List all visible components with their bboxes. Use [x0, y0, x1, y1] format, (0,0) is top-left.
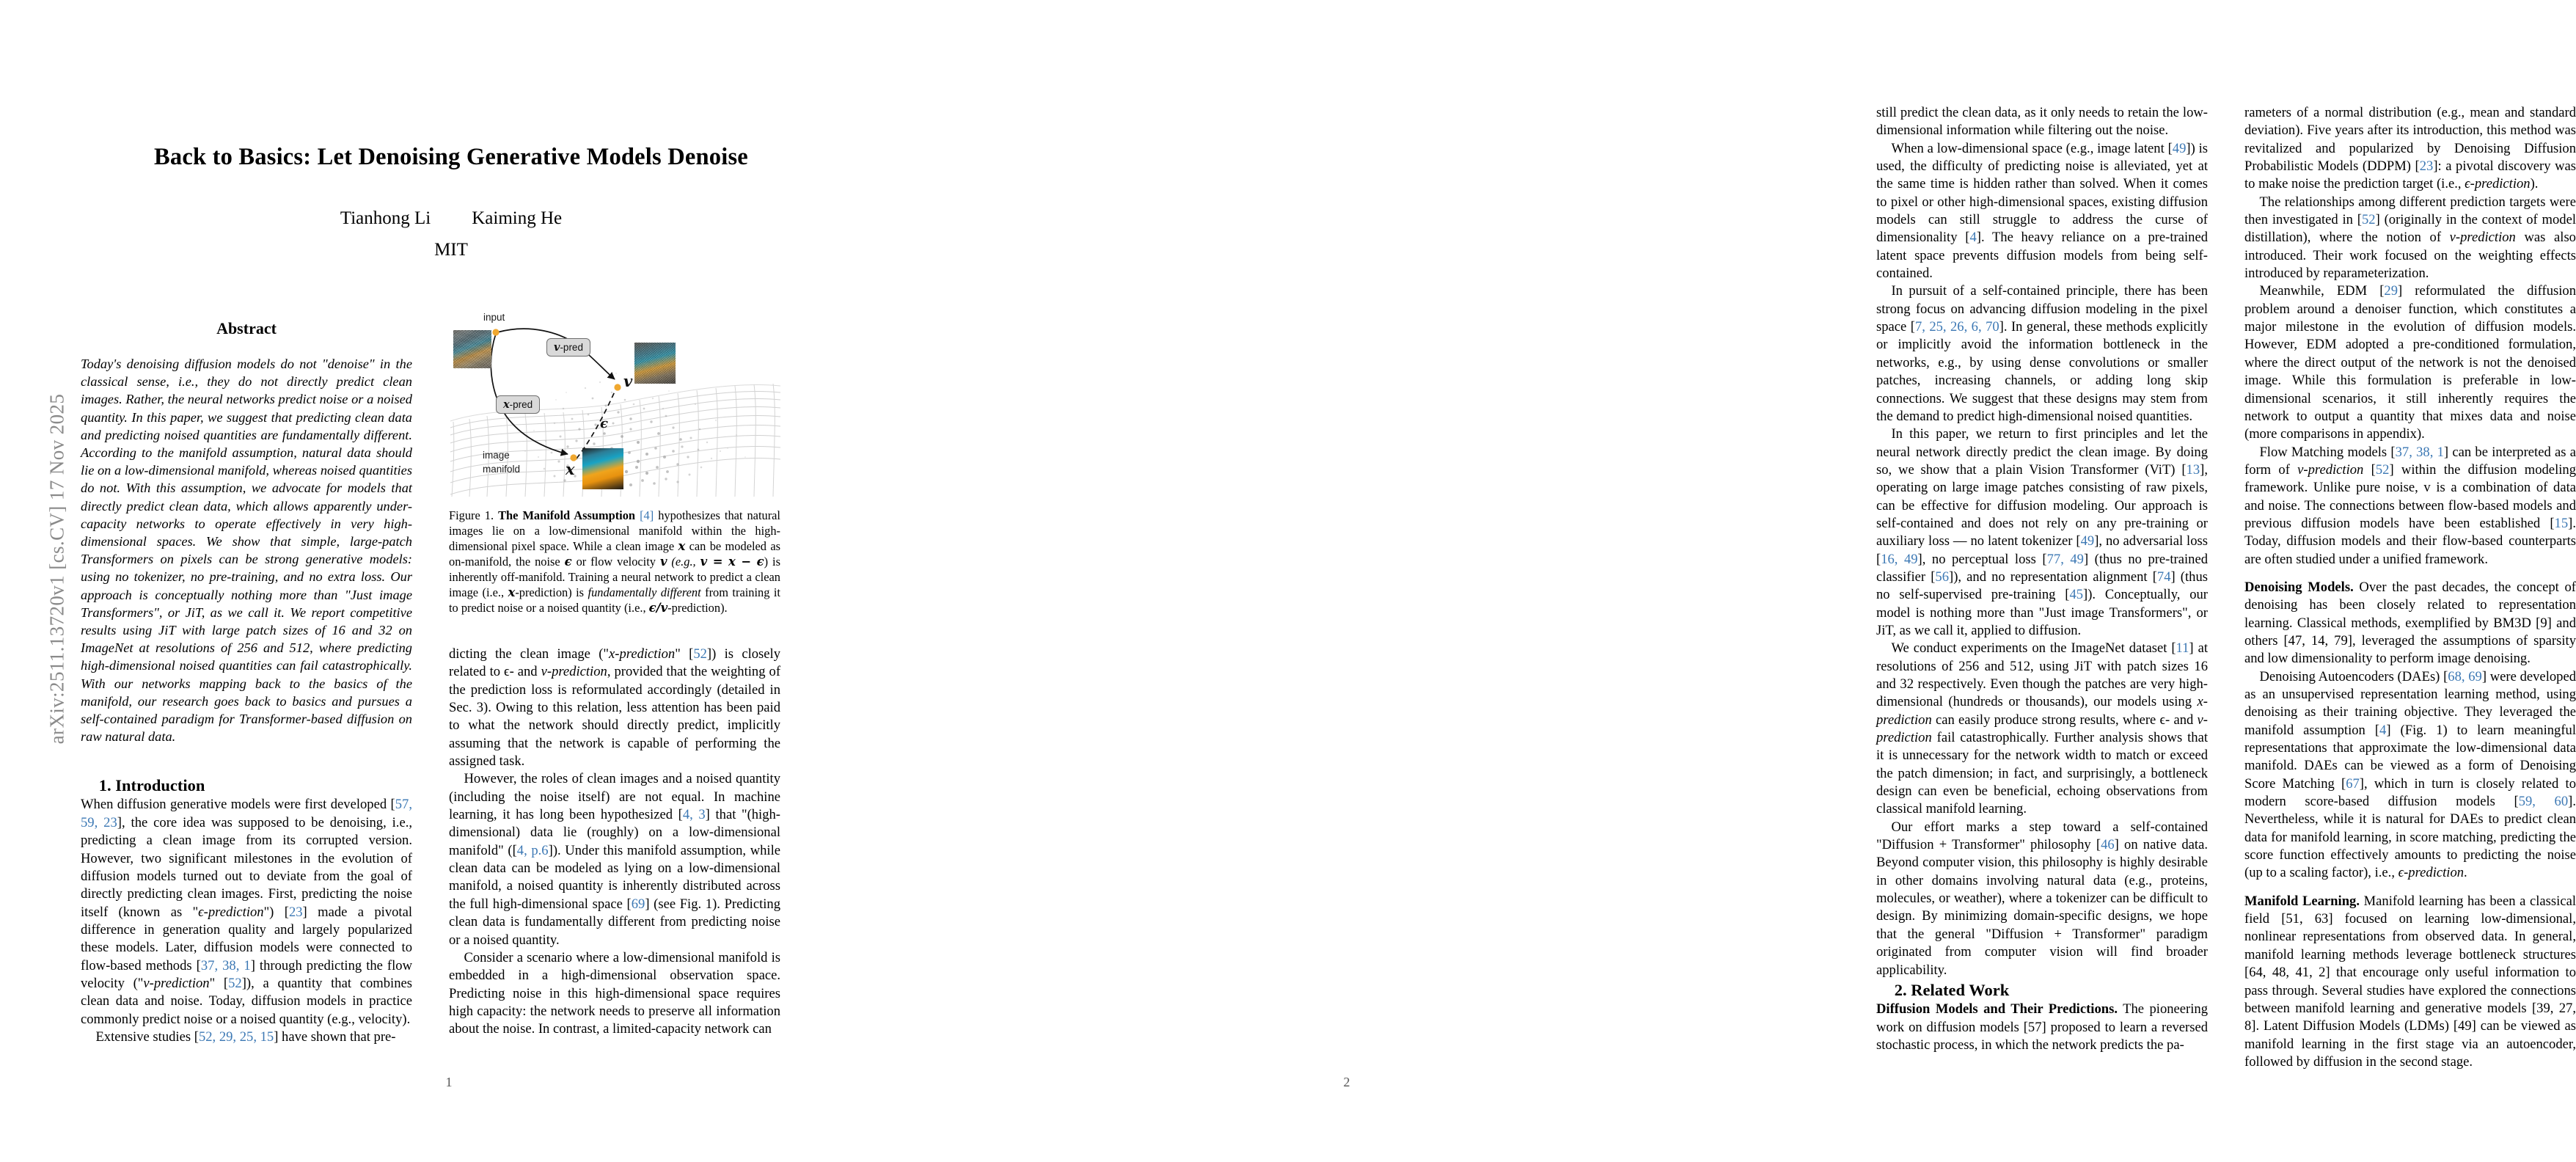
v-pred-box [546, 338, 590, 357]
section-heading-related-work: 2. Related Work [1894, 980, 2010, 999]
v-pred-suffix: -pred [560, 342, 583, 353]
inline-math: ϵ-prediction [2465, 176, 2531, 192]
citation-link[interactable]: 15 [2554, 515, 2569, 531]
page2-left-column [1876, 104, 2208, 1054]
inline-math: ϵ-prediction [2398, 865, 2465, 881]
page-number-1: 1 [445, 1075, 453, 1089]
affiliation: MIT [434, 240, 468, 260]
page2-right-column [2244, 104, 2576, 1071]
figure-caption-epsv: ϵ/v [648, 601, 668, 615]
p1r-paragraph-3: Consider a scenario where a low-dimensional manifold is embedded in a high-dimensional observation space. Predicting noise in this high-dimensional space requires high capacity: the network needs to preserve all information about the noise. In contrast, a limited-capacity network can [449, 949, 780, 1037]
image-manifold-label-line2: manifold [483, 464, 521, 475]
citation-link[interactable]: 4 [2379, 722, 2387, 738]
citation-link[interactable]: 45 [2069, 587, 2084, 603]
p2r-paragraph-2: The relationships among different prediction targets were then investigated in [52] (originally in the context of model distillation), where the notion of v-prediction was also introduced. Their work focused on the weighting effects introduced by reparameterization. [2244, 194, 2576, 282]
inline-math: v-prediction [1876, 712, 2208, 746]
citation-link[interactable]: 52 [693, 646, 707, 662]
introduction-column [81, 775, 412, 1046]
v-noisy-image-thumb [634, 343, 676, 384]
arxiv-stamp: arXiv:2511.13720v1 [cs.CV] 17 Nov 2025 [45, 393, 68, 745]
citation-link[interactable]: 52 [2375, 461, 2390, 478]
figure-1 [449, 312, 780, 615]
input-node [492, 329, 499, 335]
citation-link[interactable]: 67 [2346, 775, 2360, 792]
citation-link[interactable]: 52, 29, 25, 15 [198, 1028, 274, 1045]
p2r-paragraph-1: rameters of a normal distribution (e.g., mean and standard deviation). Five years after its introduction, this method was revitalized and popularized by Denoising Diffusion Probabilistic Models (DDPM) [23]: a pivotal discovery was to make noise the prediction target (i.e., ϵ-prediction). [2244, 105, 2576, 192]
citation-link[interactable]: 49 [2172, 140, 2187, 156]
p2r-denoising-models-paragraph [2244, 579, 2576, 668]
figure-caption-equation: v = x − ϵ [700, 555, 764, 569]
intro-paragraph-2: Extensive studies [52, 29, 25, 15] have shown that pre- [95, 1028, 396, 1045]
page-2 [898, 0, 2576, 1162]
v-pred-math-symbol: v [554, 341, 560, 354]
p2l-paragraph-6: Our effort marks a step toward a self-contained "Diffusion + Transformer" philosophy [46] on native data. Beyond computer vision, this philosophy is highly desirable in other domains involving natural data (e.g., proteins, molecules, or weather), where a tokenizer can be difficult to design. By minimizing domain-specific designs, we hope that the general "Diffusion + Transformer" paradigm originated from computer vision will find broader applicability. [1876, 819, 2209, 978]
citation-link[interactable]: 52 [228, 975, 242, 991]
figure-caption-x: x [678, 539, 686, 553]
citation-link[interactable]: 37, 38, 1 [2395, 444, 2444, 460]
p2l-paragraph-4: In this paper, we return to first principles and let the neural network directly predict the clean image. By doing so, we show that a plain Vision Transformer (ViT) [13], operating on large image patches consisting of raw pixels, can be effective for diffusion modeling. Our approach is self-contained and does not rely on any pre-training or auxiliary loss — no latent tokenizer [49], no adversarial loss [16, 49], no perceptual loss [77, 49] (thus no pre-trained classifier [56]), and no representation alignment [74] (thus no self-supervised pre-training [45]). Conceptually, our model is nothing more than "Just image Transformers", or JiT, as we call it, applied to diffusion. [1876, 426, 2208, 638]
citation-link[interactable]: 37, 38, 1 [200, 957, 251, 973]
citation-link[interactable]: 59, 60 [2518, 794, 2569, 810]
citation-link[interactable]: 29 [2384, 283, 2398, 299]
citation-link[interactable]: 11 [2176, 640, 2189, 657]
p2l-paragraph-3: In pursuit of a self-contained principle, there has been strong focus on advancing diffusion modeling in the pixel space [7, 25, 26, 6, 70]. In general, these methods explicitly or implicitly avoid the information bottleneck in the networks, e.g., by using dense convolutions or smaller patches, increasing channels, or adding long skip connections. We suggest that these designs may stem from the demand to predict high-dimensional noised quantities. [1876, 283, 2208, 424]
figure-1-graphic [449, 312, 780, 497]
citation-link[interactable]: 16, 49 [1881, 551, 1918, 567]
v-node [614, 384, 621, 390]
p1r-paragraph-1: dicting the clean image ("x-prediction" [52]) is closely related to ϵ- and v-prediction, provided that the weighting of the prediction loss is reformulated accordingly (detailed in Sec. 3). Owing to this relation, less attention has been paid to what the network should directly predict, implicitly assuming that the network is capable of performing the assigned task. [449, 646, 781, 770]
p2r-manifold-learning-paragraph [2244, 893, 2576, 1071]
figure-caption-epsilon: ϵ [564, 555, 572, 569]
p2l-paragraph-5: We conduct experiments on the ImageNet dataset [11] at resolutions of 256 and 512, using JiT with patch sizes 16 and 32 respectively. Even though the patches are very high-dimensional (hundreds or thousands), our models using x-prediction can easily produce strong results, where ϵ- and v-prediction fail catastrophically. Further analysis shows that it is unnecessary for the network width to match or exceed the patch dimension; in fact, and surprisingly, a bottleneck design can even be beneficial, echoing observations from classical manifold learning. [1876, 640, 2208, 817]
input-label: input [483, 312, 505, 323]
abstract-heading: Abstract [216, 319, 277, 337]
x-pred-box [496, 395, 540, 414]
page-number-2: 2 [1343, 1075, 1350, 1089]
x-pred-math-symbol: x [503, 398, 510, 411]
paragraph-heading-manifold-learning: Manifold Learning. [2244, 893, 2360, 909]
citation-link[interactable]: 4, 3 [682, 807, 706, 823]
page-1 [0, 0, 898, 1162]
epsilon-glyph: ϵ [600, 416, 608, 431]
figure-caption-v: v [659, 555, 667, 569]
section-heading-introduction: 1. Introduction [98, 776, 205, 794]
inline-math: x-prediction [609, 646, 676, 662]
citation-link[interactable]: 4, p.6 [516, 842, 549, 858]
p2l-paragraph-2: When a low-dimensional space (e.g., image latent [49]) is used, the difficulty of predicting noise is alleviated, yet at the same time is hidden rather than solved. When it comes to pixel or other high-dimensional spaces, existing diffusion models can still struggle to address the curse of dimensionality [4]. The heavy reliance on a pre-trained latent space prevents diffusion models from being self-contained. [1876, 140, 2209, 282]
p2l-related-work-text: The pioneering work on diffusion models [57] proposed to learn a reversed stochastic process, in which the network predicts the pa- [1876, 1001, 2208, 1053]
figure-caption-rest-1: hypothesizes that natural images lie on a low-dimensional manifold within the high-dimensional pixel space. While a clean image [449, 508, 780, 553]
figure-caption-citation: [4] [640, 508, 654, 522]
p2r-paragraph-4: Flow Matching models [37, 38, 1] can be interpreted as a form of v-prediction [52] within the diffusion modeling framework. Unlike pure noise, v is a combination of data and noise. The connections between flow-based models and previous diffusion models have been established [15]. Today, diffusion models and their flow-based counterparts are often studied under a unified framework. [2244, 444, 2576, 567]
citation-link[interactable]: 57, 59, 23 [81, 797, 412, 830]
citation-link[interactable]: 77, 49 [2046, 551, 2084, 567]
abstract-text: Today's denoising diffusion models do not "denoise" in the classical sense, i.e., they do not directly predict clean images. Rather, the neural networks predict noise or a noised quantity. In this paper, we suggest that predicting clean data and predicting noised quantities are fundamentally different. According to the manifold assumption, natural data should lie on a low-dimensional manifold, whereas noised quantities do not. With this assumption, we advocate for models that directly predict clean data, which allows apparently under-capacity networks to operate effectively in very high-dimensional spaces. We show that simple, large-patch Transformers on pixels can be strong generative models: using no tokenizer, no pre-training, and no extra loss. Our approach is conceptually nothing more than "Just image Transformers", or JiT, as we call it. We report competitive results using JiT with large patch sizes of 16 and 32 on ImageNet at resolutions of 256 and 512, where predicting high-dimensional noised quantities can fail catastrophically. With our networks mapping back to the basics of the manifold, our research goes back to basics and pursues a self-contained paradigm for Transformer-based diffusion on raw natural data. [81, 357, 412, 745]
inline-math: v-prediction [541, 664, 607, 680]
citation-link[interactable]: 46 [2101, 837, 2115, 853]
inline-math: v-prediction [2449, 230, 2516, 246]
figure-caption-rest-3: or flow velocity [571, 555, 660, 569]
figure-1-caption [449, 508, 780, 615]
figure-caption-rest-4: (e.g., [667, 555, 700, 569]
citation-link[interactable]: 49 [2080, 533, 2095, 549]
figure-caption-rest-6: -prediction) is [515, 585, 588, 599]
citation-link[interactable]: 13 [2186, 461, 2200, 478]
inline-math: ϵ-prediction [198, 904, 264, 920]
p2r-dae-paragraph: Denoising Autoencoders (DAEs) [68, 69] were developed as an unsupervised representation learning method, using denoising as their training objective. They leveraged the manifold assumption [4] (Fig. 1) to learn meaningful representations that approximate the low-dimensional data manifold. DAEs can be viewed as a form of Denoising Score Matching [67], which in turn is closely related to modern score-based diffusion models [59, 60]. Nevertheless, while it is natural for DAEs to predict clean data for manifold learning, in score matching, predicting the score function effectively amounts to predicting the noise (up to a scaling factor), i.e., ϵ-prediction. [2244, 668, 2576, 881]
figure-caption-rest-7: from training it to predict noise or a noised quantity (i.e., [449, 585, 780, 615]
citation-link[interactable]: 56 [1935, 569, 1950, 585]
intro-paragraph-1: When diffusion generative models were first developed [57, 59, 23], the core idea was supposed to be denoising, i.e., predicting a clean image from its corrupted version. However, two significant milestones in the evolution of diffusion models turned out to deviate from the goal of directly predicting clean images. First, predicting the noise itself (known as "ϵ-prediction") [23] made a pivotal difference in generation quality and largely popularized these models. Later, diffusion models were connected to flow-based methods [37, 38, 1] through predicting the flow velocity ("v-prediction" [52]), a quantity that combines clean data and noise. Today, diffusion models in practice commonly predict noise or a noised quantity (e.g., velocity). [81, 797, 413, 1027]
figure-caption-rest-2: can be modeled as on-manifold, the noise [449, 539, 780, 569]
citation-link[interactable]: 52 [2361, 212, 2376, 228]
author-2: Kaiming He [472, 208, 563, 228]
citation-link[interactable]: 4 [1969, 230, 1977, 246]
page-title: Back to Basics: Let Denoising Generative Models Denoise [154, 144, 748, 170]
citation-link[interactable]: 68, 69 [2448, 668, 2482, 684]
figure-caption-bold: The Manifold Assumption [498, 508, 636, 522]
citation-link[interactable]: 74 [2156, 569, 2171, 585]
image-manifold-label-line1: image [483, 450, 510, 461]
page1-right-column [449, 646, 780, 1039]
input-noisy-image-thumb [453, 330, 491, 368]
citation-link[interactable]: 7, 25, 26, 6, 70 [1914, 319, 1999, 335]
citation-link[interactable]: 69 [631, 896, 645, 912]
paragraph-heading-denoising-models: Denoising Models. [2244, 579, 2354, 595]
x-clean-image-thumb [582, 448, 623, 489]
figure-caption-italic: fundamentally different [588, 585, 701, 599]
citation-link[interactable]: 23 [288, 904, 303, 920]
v-glyph: v [623, 372, 633, 390]
citation-link[interactable]: 23 [2419, 158, 2434, 175]
inline-math: v-prediction [143, 975, 210, 991]
author-list [81, 208, 822, 229]
paragraph-heading-diffusion-models: Diffusion Models and Their Predictions. [1876, 1001, 2118, 1017]
p2r-manifold-learning-text: Manifold learning has been a classical field [51, 63] focused on learning low-dimensional, nonlinear representations from observed data. In general, manifold learning methods leverage bottleneck structures [64, 48, 41, 2] that encourage only useful information to pass through. Several studies have explored the connections between manifold learning and generative models [39, 27, 8]. Latent Diffusion Models (LDMs) [49] can be viewed as manifold learning in the first stage via an autoencoder, followed by diffusion in the second stage. [2244, 893, 2576, 1070]
p2r-paragraph-3: Meanwhile, EDM [29] reformulated the diffusion problem around a denoiser function, which constitutes a major milestone in the evolution of diffusion models. However, EDM adopted a pre-conditioned formulation, where the direct output of the network is not the denoised image. While this formulation is preferable in low-dimensional scenarios, it still inherently requires the network to output a quantity that mixes data and noise (more comparisons in appendix). [2244, 283, 2576, 442]
figure-caption-rest-5: ) is inherently off-manifold. Training a neural network to predict a clean image (i.e., [449, 555, 780, 599]
figure-caption-xpred: x [508, 585, 516, 599]
p2r-denoising-models-text: Over the past decades, the concept of denoising has been closely related to representation learning. Classical methods, exemplified by BM3D [9] and others [47, 14, 79], leveraged the assumptions of sparsity and low dimensionality to perform image denoising. [2244, 579, 2576, 667]
abstract-body [81, 355, 412, 745]
p2l-paragraph-1: still predict the clean data, as it only needs to retain the low-dimensional information while filtering out the noise. [1876, 105, 2208, 139]
figure-caption-rest-8: -prediction). [667, 601, 728, 615]
inline-math: v-prediction [2297, 461, 2364, 478]
x-glyph: x [566, 460, 575, 478]
x-pred-suffix: -pred [509, 399, 533, 410]
p2l-related-work-paragraph [1876, 1001, 2208, 1054]
author-1: Tianhong Li [340, 208, 431, 228]
inline-math: x-prediction [1876, 694, 2208, 728]
p1r-paragraph-2: However, the roles of clean images and a noised quantity (including the noise itself) are not equal. In machine learning, it has long been hypothesized [4, 3] that "(high-dimensional) data lie (roughly) on a low-dimensional manifold" ([4, p.6]). Under this manifold assumption, while clean data can be modeled as lying on a low-dimensional manifold, a noised quantity is inherently distributed across the full high-dimensional space [69] (see Fig. 1). Predicting clean data is fundamentally different from predicting noise or a noised quantity. [449, 771, 781, 948]
figure-caption-number: Figure 1. [449, 508, 494, 522]
